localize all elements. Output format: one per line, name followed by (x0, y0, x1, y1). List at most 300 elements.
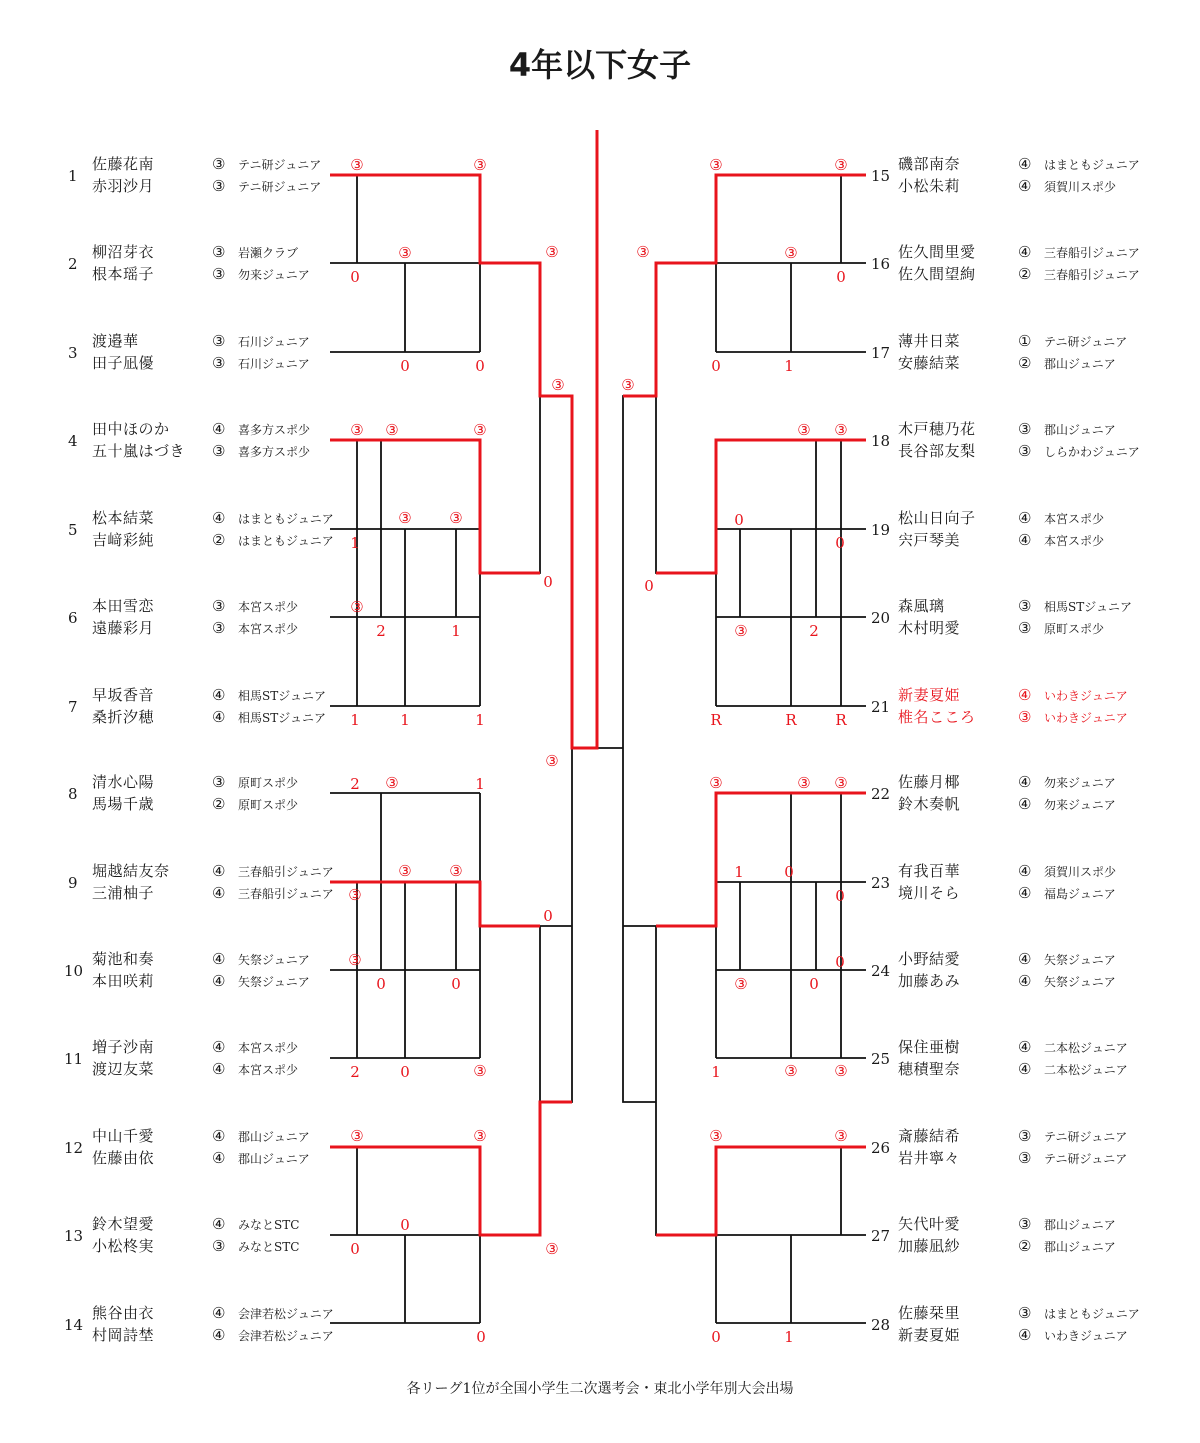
player-grade: ③ (212, 243, 226, 261)
score-mark: 0 (784, 863, 794, 881)
player-team: 勿来ジュニア (1044, 798, 1116, 812)
player-name: 森風璃 (898, 597, 945, 615)
player-name: 加藤あみ (898, 972, 961, 990)
player-grade: ④ (212, 862, 226, 880)
score-mark: ③ (350, 598, 364, 616)
score-mark: 1 (711, 1063, 721, 1081)
player-name: 矢代叶愛 (898, 1215, 961, 1233)
player-grade: ③ (212, 177, 226, 195)
score-mark: 1 (350, 711, 360, 729)
player-team: 矢祭ジュニア (238, 975, 310, 989)
seed-number: 26 (871, 1139, 891, 1157)
player-team: 矢祭ジュニア (1044, 975, 1116, 989)
player-row (898, 970, 1116, 992)
player-name: 椎名こころ (898, 708, 976, 726)
seed-number: 23 (871, 874, 891, 892)
player-team: テニ研ジュニア (238, 180, 322, 194)
player-name: 田中ほのか (92, 420, 170, 438)
player-grade: ② (212, 795, 226, 813)
seed-number: 12 (64, 1139, 84, 1157)
score-mark: ③ (449, 509, 463, 527)
score-mark: ③ (545, 752, 559, 770)
player-grade: ④ (1018, 243, 1032, 261)
player-name: 岩井寧々 (898, 1149, 961, 1167)
seed-number: 22 (871, 785, 891, 803)
player-row (898, 263, 1140, 285)
player-row (92, 706, 326, 728)
player-name: 境川そら (898, 884, 961, 902)
score-mark: 1 (784, 357, 794, 375)
player-team: 郡山ジュニア (238, 1152, 310, 1166)
player-name: 菊池和奏 (92, 950, 155, 968)
player-team: 相馬STジュニア (238, 711, 326, 725)
player-team: テニ研ジュニア (1044, 1152, 1128, 1166)
player-row (92, 1058, 298, 1080)
player-row (92, 418, 310, 440)
player-team: みなとSTC (238, 1218, 300, 1232)
player-team: 本宮スポ少 (1044, 534, 1105, 548)
player-grade: ② (212, 531, 226, 549)
score-mark: ③ (473, 1127, 487, 1145)
player-team: 矢祭ジュニア (1044, 953, 1116, 967)
player-team: 須賀川スポ少 (1044, 180, 1117, 194)
player-name: 穂積聖奈 (898, 1060, 961, 1078)
player-grade: ④ (1018, 1038, 1032, 1056)
player-grade: ④ (1018, 1326, 1032, 1344)
player-row (898, 1125, 1127, 1147)
score-mark: 0 (350, 1240, 360, 1258)
player-row (92, 507, 334, 529)
player-name: 加藤凪紗 (898, 1237, 961, 1255)
player-team: 郡山ジュニア (1044, 1240, 1116, 1254)
player-grade: ④ (212, 420, 226, 438)
player-name: 赤羽沙月 (92, 177, 155, 195)
score-mark: 0 (475, 357, 485, 375)
player-name: 小松柊実 (92, 1237, 155, 1255)
player-grade: ④ (1018, 1060, 1032, 1078)
score-mark: R (710, 711, 722, 729)
player-grade: ② (1018, 354, 1032, 372)
score-mark: 1 (734, 863, 744, 881)
player-team: 岩瀬クラブ (238, 246, 299, 260)
player-grade: ③ (1018, 420, 1032, 438)
player-row (898, 1324, 1128, 1346)
score-mark: ③ (473, 156, 487, 174)
player-grade: ④ (212, 686, 226, 704)
player-name: 薄井日菜 (898, 332, 961, 350)
score-mark: 1 (475, 775, 485, 793)
player-grade: ④ (1018, 950, 1032, 968)
player-row (92, 352, 310, 374)
score-mark: ③ (709, 774, 723, 792)
player-grade: ④ (212, 1326, 226, 1344)
player-team: 原町スポ少 (1044, 622, 1105, 636)
player-name: 熊谷由衣 (92, 1304, 155, 1322)
player-team: 三春船引ジュニア (1044, 268, 1140, 282)
player-team: 会津若松ジュニア (238, 1307, 334, 1321)
player-grade: ④ (1018, 884, 1032, 902)
score-mark: 2 (809, 622, 819, 640)
player-name: 佐久間里愛 (898, 243, 976, 261)
seed-number: 7 (68, 698, 78, 716)
score-mark: 2 (350, 775, 360, 793)
player-row (898, 1235, 1116, 1257)
seed-number: 3 (68, 344, 78, 362)
player-row (92, 1324, 334, 1346)
player-grade: ④ (1018, 972, 1032, 990)
player-team: 会津若松ジュニア (238, 1329, 334, 1343)
player-name: 村岡詩埜 (92, 1326, 155, 1344)
player-name: 新妻夏姫 (898, 686, 961, 704)
player-name: 松本結菜 (92, 509, 155, 527)
player-name: 小野結愛 (898, 950, 961, 968)
player-grade: ③ (212, 597, 226, 615)
player-row (898, 1147, 1127, 1169)
seed-number: 4 (68, 432, 78, 450)
seed-number: 9 (68, 874, 78, 892)
player-team: はまともジュニア (238, 534, 334, 548)
player-row (898, 1302, 1140, 1324)
player-row (92, 970, 310, 992)
score-mark: 1 (475, 711, 485, 729)
player-row (898, 1036, 1128, 1058)
score-mark: 0 (350, 268, 360, 286)
seed-number: 14 (64, 1316, 84, 1334)
player-row (898, 175, 1116, 197)
score-mark: ③ (551, 376, 565, 394)
seed-number: 5 (68, 521, 78, 539)
player-row (898, 418, 1116, 440)
player-team: 三春船引ジュニア (238, 865, 334, 879)
player-name: 小松朱莉 (898, 177, 961, 195)
score-mark: ③ (398, 244, 412, 262)
player-team: テニ研ジュニア (238, 158, 322, 172)
player-row (92, 241, 298, 263)
player-name: 安藤結菜 (898, 354, 961, 372)
player-grade: ④ (212, 950, 226, 968)
player-grade: ④ (212, 1127, 226, 1145)
player-row (92, 1125, 310, 1147)
score-mark: ③ (545, 1240, 559, 1258)
score-mark: ③ (473, 421, 487, 439)
player-team: 郡山ジュニア (238, 1130, 310, 1144)
score-mark: ③ (709, 1127, 723, 1145)
player-name: 鈴木奏帆 (898, 795, 961, 813)
footer-note: 各リーグ1位が全国小学生二次選考会・東北小学年別大会出場 (406, 1381, 794, 1397)
player-team: 郡山ジュニア (1044, 357, 1116, 371)
score-mark: 0 (835, 887, 845, 905)
player-row (898, 882, 1116, 904)
player-row (92, 529, 334, 551)
player-row (92, 595, 298, 617)
seed-number: 2 (68, 255, 78, 273)
player-grade: ③ (212, 442, 226, 460)
score-mark: 1 (400, 711, 410, 729)
player-row (92, 1302, 334, 1324)
player-grade: ② (1018, 265, 1032, 283)
player-name: 馬場千歳 (92, 795, 155, 813)
player-row (92, 860, 334, 882)
score-mark: 0 (476, 1328, 486, 1346)
player-grade: ④ (1018, 862, 1032, 880)
player-team: テニ研ジュニア (1044, 1130, 1128, 1144)
player-team: 喜多方スポ少 (238, 423, 311, 437)
score-mark: 0 (734, 511, 744, 529)
player-name: 木戸穂乃花 (898, 420, 976, 438)
seed-number: 17 (871, 344, 891, 362)
player-grade: ④ (212, 884, 226, 902)
player-row (898, 507, 1104, 529)
player-row (898, 706, 1128, 728)
score-mark: 0 (376, 975, 386, 993)
player-grade: ② (1018, 1237, 1032, 1255)
score-mark: 2 (350, 1063, 360, 1081)
player-team: 本宮スポ少 (238, 1041, 299, 1055)
score-mark: R (835, 711, 847, 729)
player-row (92, 330, 310, 352)
player-grade: ④ (212, 708, 226, 726)
player-team: 本宮スポ少 (1044, 512, 1105, 526)
player-row (898, 793, 1116, 815)
player-row (92, 771, 298, 793)
player-grade: ④ (1018, 531, 1032, 549)
seed-number: 8 (68, 785, 78, 803)
player-row (898, 860, 1116, 882)
player-team: はまともジュニア (1044, 158, 1140, 172)
score-mark: ③ (350, 1127, 364, 1145)
player-name: 松山日向子 (898, 509, 976, 527)
player-row (92, 617, 298, 639)
seed-number: 11 (64, 1050, 84, 1068)
player-row (92, 1147, 310, 1169)
player-team: 須賀川スポ少 (1044, 865, 1117, 879)
player-name: 佐藤月椰 (898, 773, 961, 791)
score-mark: ③ (797, 774, 811, 792)
player-name: 根本瑶子 (92, 265, 155, 283)
player-team: 二本松ジュニア (1044, 1041, 1128, 1055)
player-name: 斎藤結希 (898, 1127, 961, 1145)
player-team: はまともジュニア (1044, 1307, 1140, 1321)
seed-number: 10 (64, 962, 84, 980)
player-row (92, 793, 298, 815)
seed-number: 27 (871, 1227, 891, 1245)
player-team: 相馬STジュニア (1044, 600, 1132, 614)
player-row (92, 175, 321, 197)
player-grade: ④ (1018, 177, 1032, 195)
score-mark: 0 (543, 907, 553, 925)
player-name: 早坂香音 (92, 686, 155, 704)
score-mark: 0 (400, 1216, 410, 1234)
player-team: 矢祭ジュニア (238, 953, 310, 967)
seed-number: 21 (871, 698, 891, 716)
score-mark: 0 (451, 975, 461, 993)
player-team: 郡山ジュニア (1044, 1218, 1116, 1232)
page-title: 4年以下女子 (508, 46, 692, 84)
player-name: 佐藤栞里 (898, 1304, 961, 1322)
score-mark: 0 (711, 1328, 721, 1346)
player-row (898, 617, 1104, 639)
player-grade: ④ (1018, 686, 1032, 704)
player-name: 本田雪恋 (92, 597, 155, 615)
player-grade: ④ (212, 1038, 226, 1056)
score-mark: ③ (473, 1062, 487, 1080)
player-grade: ④ (1018, 773, 1032, 791)
player-row (898, 529, 1104, 551)
player-row (92, 882, 334, 904)
score-mark: ③ (834, 421, 848, 439)
player-grade: ③ (1018, 708, 1032, 726)
player-row (92, 1213, 299, 1235)
player-grade: ④ (212, 509, 226, 527)
player-team: 勿来ジュニア (1044, 776, 1116, 790)
score-mark: ③ (348, 886, 362, 904)
player-grade: ③ (1018, 619, 1032, 637)
player-row (898, 595, 1132, 617)
player-row (898, 352, 1116, 374)
player-grade: ④ (212, 1060, 226, 1078)
player-grade: ③ (212, 265, 226, 283)
score-mark: ③ (834, 1062, 848, 1080)
player-team: 三春船引ジュニア (1044, 246, 1140, 260)
player-team: 福島ジュニア (1044, 887, 1116, 901)
player-grade: ④ (212, 1215, 226, 1233)
player-name: 遠藤彩月 (92, 619, 155, 637)
score-mark: ③ (636, 243, 650, 261)
score-mark: 0 (400, 357, 410, 375)
score-mark: 1 (451, 622, 461, 640)
player-row (898, 330, 1127, 352)
player-team: いわきジュニア (1044, 1329, 1128, 1343)
player-team: しらかわジュニア (1044, 445, 1140, 459)
player-row (898, 440, 1140, 462)
player-name: 長谷部友梨 (898, 442, 976, 460)
player-grade: ③ (1018, 597, 1032, 615)
player-name: 増子沙南 (92, 1038, 155, 1056)
score-mark: ③ (784, 244, 798, 262)
player-team: 石川ジュニア (238, 357, 310, 371)
player-team: 三春船引ジュニア (238, 887, 334, 901)
player-team: 原町スポ少 (238, 798, 299, 812)
score-mark: 1 (350, 534, 360, 552)
player-name: 鈴木望愛 (92, 1215, 155, 1233)
player-name: 三浦柚子 (92, 884, 155, 902)
score-mark: ③ (398, 862, 412, 880)
score-mark: ③ (621, 376, 635, 394)
score-mark: ③ (834, 774, 848, 792)
player-team: 相馬STジュニア (238, 689, 326, 703)
seed-number: 6 (68, 609, 78, 627)
player-name: 宍戸琴美 (898, 531, 961, 549)
seed-number: 19 (871, 521, 891, 539)
score-mark: 0 (711, 357, 721, 375)
player-team: みなとSTC (238, 1240, 300, 1254)
player-name: 清水心陽 (92, 773, 155, 791)
player-name: 佐藤花南 (92, 155, 155, 173)
player-grade: ① (1018, 332, 1032, 350)
player-name: 堀越結友奈 (92, 862, 170, 880)
score-mark: ③ (385, 774, 399, 792)
score-mark: 0 (835, 534, 845, 552)
player-row (898, 948, 1116, 970)
score-mark: ③ (545, 243, 559, 261)
player-name: 柳沼芽衣 (92, 243, 155, 261)
player-name: 佐藤由依 (92, 1149, 155, 1167)
player-name: 有我百華 (898, 862, 961, 880)
player-grade: ③ (212, 1237, 226, 1255)
seed-number: 13 (64, 1227, 84, 1245)
score-mark: 0 (543, 573, 553, 591)
score-mark: 0 (835, 953, 845, 971)
score-mark: ③ (797, 421, 811, 439)
score-mark: ③ (784, 1062, 798, 1080)
player-name: 田子凪優 (92, 354, 155, 372)
seed-number: 18 (871, 432, 891, 450)
player-name: 桑折汐穂 (92, 708, 155, 726)
player-team: いわきジュニア (1044, 711, 1128, 725)
player-team: 勿来ジュニア (238, 268, 310, 282)
player-row (898, 153, 1140, 175)
seed-number: 25 (871, 1050, 891, 1068)
player-grade: ③ (1018, 1127, 1032, 1145)
player-team: 郡山ジュニア (1044, 423, 1116, 437)
score-mark: ③ (350, 156, 364, 174)
player-name: 佐久間望絢 (898, 265, 976, 283)
score-mark: ③ (734, 975, 748, 993)
player-team: はまともジュニア (238, 512, 334, 526)
player-name: 渡邉華 (92, 332, 139, 350)
score-mark: 0 (644, 577, 654, 595)
player-team: 本宮スポ少 (238, 1063, 299, 1077)
player-row (92, 1235, 299, 1257)
player-grade: ③ (1018, 1304, 1032, 1322)
player-grade: ③ (212, 155, 226, 173)
player-row (92, 684, 326, 706)
score-mark: ③ (834, 1127, 848, 1145)
player-grade: ③ (212, 354, 226, 372)
player-row (898, 241, 1140, 263)
player-row (898, 771, 1116, 793)
player-row (92, 1036, 298, 1058)
player-grade: ④ (212, 1149, 226, 1167)
seed-number: 20 (871, 609, 891, 627)
player-grade: ③ (212, 619, 226, 637)
score-mark: ③ (348, 951, 362, 969)
player-team: テニ研ジュニア (1044, 335, 1128, 349)
score-mark: 2 (376, 622, 386, 640)
player-grade: ③ (1018, 1215, 1032, 1233)
score-mark: ③ (834, 156, 848, 174)
player-team: いわきジュニア (1044, 689, 1128, 703)
player-grade: ④ (1018, 509, 1032, 527)
player-grade: ③ (212, 332, 226, 350)
player-name: 五十嵐はづき (92, 442, 186, 460)
player-grade: ④ (1018, 155, 1032, 173)
seed-number: 24 (871, 962, 891, 980)
player-name: 吉﨑彩純 (92, 531, 155, 549)
score-mark: ③ (350, 421, 364, 439)
score-mark: R (785, 711, 797, 729)
player-team: 本宮スポ少 (238, 622, 299, 636)
seed-number: 1 (68, 167, 78, 185)
player-name: 本田咲莉 (92, 972, 155, 990)
player-name: 新妻夏姫 (898, 1326, 961, 1344)
seed-number: 16 (871, 255, 891, 273)
score-mark: 0 (400, 1063, 410, 1081)
score-mark: ③ (449, 862, 463, 880)
score-mark: ③ (709, 156, 723, 174)
player-team: 喜多方スポ少 (238, 445, 311, 459)
player-grade: ③ (212, 773, 226, 791)
